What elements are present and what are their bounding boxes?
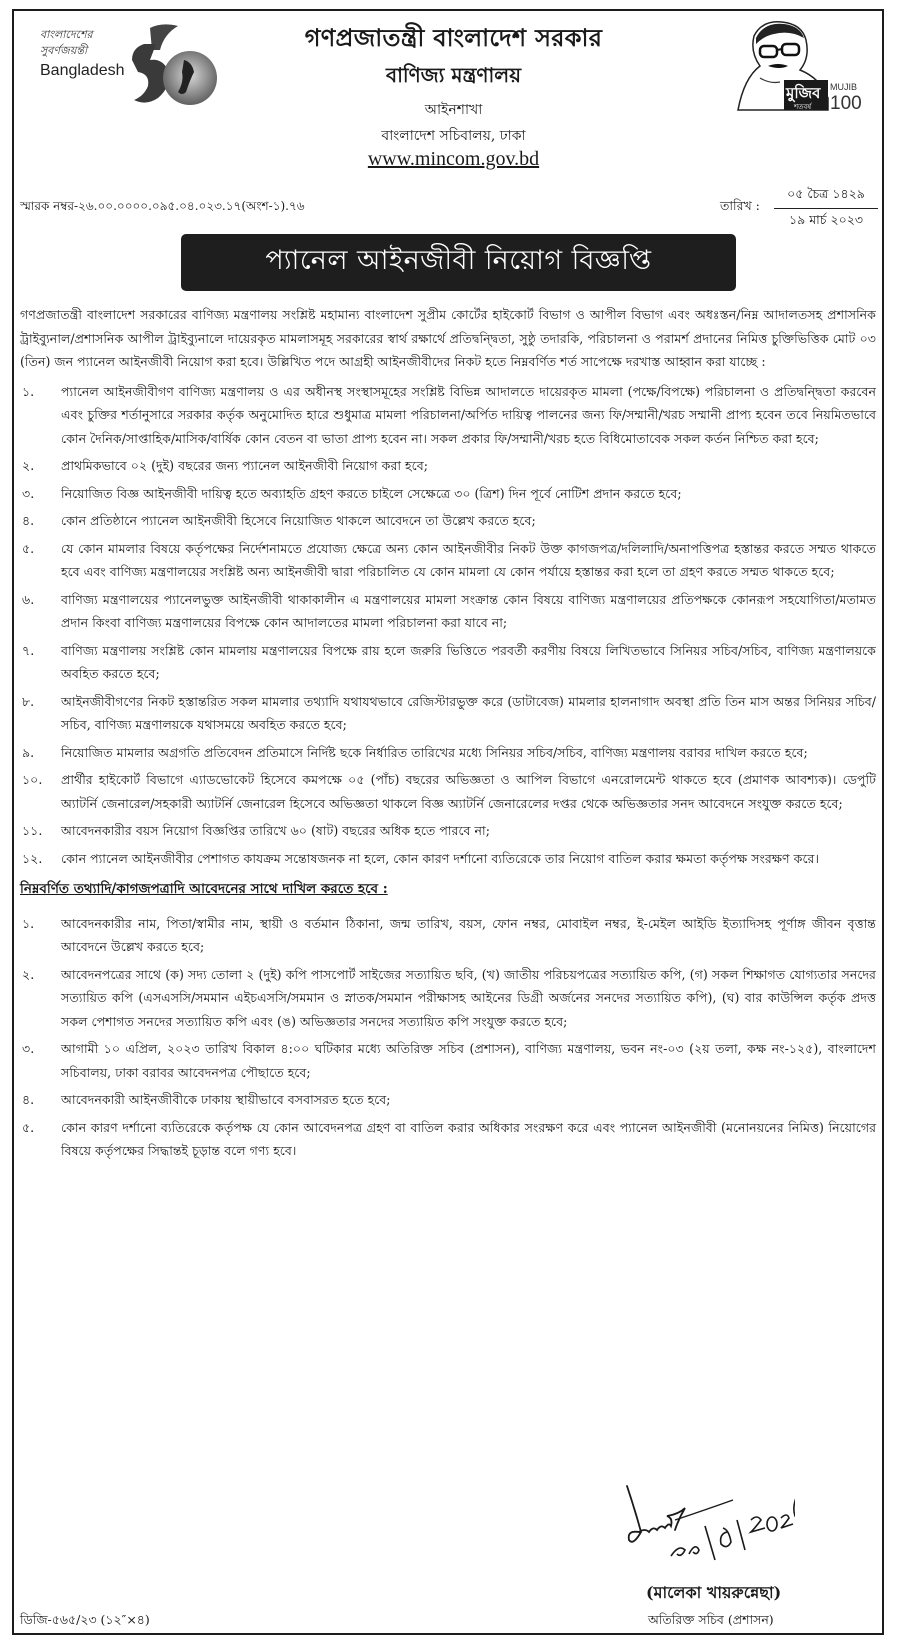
signatory-designation: অতিরিক্ত সচিব (প্রশাসন) bbox=[648, 1612, 774, 1627]
item-number: ৯. bbox=[22, 744, 35, 760]
item-number: ১২. bbox=[22, 850, 43, 866]
item-number: ৩. bbox=[22, 1041, 35, 1056]
item-number: ২. bbox=[22, 966, 35, 982]
intro-paragraph: গণপ্রজাতন্ত্রী বাংলাদেশ সরকারের বাণিজ্য মন্ত্রণালয় সংশ্লিষ্ট মহামান্য বাংলাদেশ সুপ্রীম কোর্টের হাইকোর্ট বিভাগ ও আপীল বিভাগ এবং অধঃস্তন/নিম্ন আদালতসহ প্রশাসনিক ট্রাইব্যুনাল/প্রশাসনিক আপীল ট্রাইব্যুনালে দায়েরকৃত মামলাসমূহ সরকারের স্বার্থ রক্ষার্থে প্রতিদ্বন্দ্বিতা, সুষ্ঠু তদারকি, পরিচালনা ও পরামর্শ প্রদানের নিমিত্ত চুক্তিভিত্তিক মোট ০৩ (তিন) জন প্যানেল আইনজীবী নিয়োগ করা হবে। উল্লিখিত পদে আগ্রহী আইনজীবীদের নিকট হতে নিম্নবর্ণিত শর্ত সাপেক্ষে দরখাস্ত আহ্বান করা যাচ্ছে : bbox=[20, 307, 876, 369]
item-text: কোন প্যানেল আইনজীবীর পেশাগত কাযক্রম সন্তোষজনক না হলে, কোন কারণ দর্শানো ব্যতিরেকে তার নিয়োগ বাতিল করার ক্ষমতা কর্তৃপক্ষ সংরক্ষণ করে। bbox=[61, 850, 819, 866]
notice-title: প্যানেল আইনজীবী নিয়োগ বিজ্ঞপ্তি bbox=[265, 245, 652, 276]
item-text: আবেদনকারী আইনজীবীকে ঢাকায় স্থায়ীভাবে বসবাসরত হতে হবে; bbox=[61, 1092, 391, 1107]
date-label: তারিখ : bbox=[720, 198, 760, 213]
item-text: নিয়োজিত বিজ্ঞ আইনজীবী দায়িত্ব হতে অব্যাহতি গ্রহণ করতে চাইলে সেক্ষেত্রে ৩০ (ত্রিশ) দিন পূর্বে নোটিশ প্রদান করতে হবে; bbox=[61, 485, 682, 501]
date-english: ১৯ মার্চ ২০২৩ bbox=[789, 212, 863, 227]
item-text: বাণিজ্য মন্ত্রণালয় সংশ্লিষ্ট কোন মামলায় মন্ত্রণালয়ের বিপক্ষে রায় হলে জরুরি ভিত্তিতে পরবর্তী করণীয় বিষয়ে লিখিতভাবে সিনিয়র সচিব/সচিব, বাণিজ্য মন্ত্রণালয়কে অবহিত করতে হবে; bbox=[61, 642, 876, 681]
item-text: আবেদনপত্রের সাথে (ক) সদ্য তোলা ২ (দুই) কপি পাসপোর্ট সাইজের সত্যায়িত ছবি, (খ) জাতীয় পরিচয়পত্রের সত্যায়িত কপি, (গ) সকল শিক্ষাগত যোগ্যতার সনদের সত্যায়িত কপি (এসএসসি/সমমান এইচএসসি/সমমান ও স্নাতক/সমমান পরীক্ষাসহ আইনের ডিগ্রী অর্জনের সনদের সত্যায়িত কপি), (ঘ) বার কাউন্সিল কর্তৃক প্রদত্ত সকল পেশাগত সনদের সত্যায়িত কপি এবং (ঙ) অভিজ্ঞতার সনদের সত্যায়িত কপি সংযুক্ত করতে হবে; bbox=[61, 966, 876, 1029]
document-item bbox=[20, 1088, 876, 1112]
item-number: ১১. bbox=[22, 823, 43, 838]
footer-code: ডিজি-৫৬৫/২৩ (১২″×৪) bbox=[20, 1612, 150, 1627]
item-number: ৪. bbox=[22, 513, 35, 528]
document-item bbox=[20, 1116, 876, 1163]
item-text: প্রাথমিকভাবে ০২ (দুই) বছরের জন্য প্যানেল আইনজীবী নিয়োগ করা হবে; bbox=[61, 458, 428, 473]
item-number: ১. bbox=[22, 383, 35, 399]
logo-text-line2: সুবর্ণজয়ন্তী bbox=[40, 44, 88, 57]
document-item bbox=[20, 1037, 876, 1084]
item-number: ৫. bbox=[22, 540, 35, 556]
document-item bbox=[20, 912, 876, 959]
date-bangla: ০৫ চৈত্র ১৪২৯ bbox=[774, 186, 878, 209]
logo-text-line1: বাংলাদেশের bbox=[40, 28, 93, 41]
condition-item bbox=[20, 639, 876, 686]
government-name: গণপ্রজাতন্ত্রী বাংলাদেশ সরকার bbox=[304, 23, 603, 52]
item-text: প্রার্থীর হাইকোর্ট বিভাগে এ্যাডভোকেট হিসেবে কমপক্ষে ০৫ (পাঁচ) বছরের অভিজ্ঞতা ও আপিল বিভাগে এনরোলমেন্ট থাকতে হবে (প্রমাণক আবশ্যক)। ডেপুটি অ্যাটর্নি জেনারেল/সহকারী অ্যাটর্নি জেনারেল হিসেবে অভিজ্ঞতা থাকলে বিজ্ঞ অ্যাটর্নি জেনারেলের দপ্তর থেকে অভিজ্ঞতার সনদ আবেদনে সংযুক্ত করতে হবে; bbox=[61, 772, 876, 811]
date-fraction bbox=[774, 186, 878, 232]
item-text: যে কোন মামলার বিষয়ে কর্তৃপক্ষের নির্দেশনামতে প্রযোজ্য ক্ষেত্রে অন্য কোন আইনজীবীর নিকট উক্ত কাগজপত্র/দলিলাদি/অনাপত্তিপত্র হস্তান্তর করতে সম্মত থাকতে হবে এবং বাণিজ্য মন্ত্রণালয়ের সংশ্লিষ্ট অন্য আইনজীবী দ্বারা পরিচালিত যে কোন মামলা যে কোন পর্যায়ে হস্তান্তর করা হলে তা গ্রহণ করতে সম্মত থাকতে হবে; bbox=[61, 540, 876, 579]
svg-text:100: 100 bbox=[830, 93, 862, 113]
condition-item bbox=[20, 690, 876, 737]
office-location: বাংলাদেশ সচিবালয়, ঢাকা bbox=[381, 128, 526, 144]
notice-title-banner bbox=[181, 234, 736, 291]
item-text: আবেদনকারীর নাম, পিতা/স্বামীর নাম, স্থায়ী ও বর্তমান ঠিকানা, জন্ম তারিখ, বয়স, ফোন নম্বর, মোবাইল নম্বর, ই-মেইল আইডি ইত্যাদিসহ পূর্ণাঙ্গ জীবন বৃত্তান্ত আবেদনে উল্লেখ করতে হবে; bbox=[61, 915, 876, 954]
item-number: ১. bbox=[22, 915, 35, 931]
item-number: ৩. bbox=[22, 485, 35, 501]
item-number: ৬. bbox=[22, 591, 35, 607]
item-text: প্যানেল আইনজীবীগণ বাণিজ্য মন্ত্রণালয় ও এর অধীনস্থ সংস্থাসমূহের সংশ্লিষ্ট বিভিন্ন আদালতে দায়েরকৃত মামলা (পক্ষে/বিপক্ষে) পরিচালনা ও প্রতিদ্বন্দ্বিতা করবেন এবং চুক্তির শর্তানুসারে সরকার কর্তৃক অনুমোদিত হারে শুধুমাত্র মামলা পরিচালনা/অর্পিত দায়িত্ব পালনের জন্য ফি/সম্মানী/খরচ সম্মানী প্রাপ্য হবেন তবে নিয়মিতভাবে কোন দৈনিক/সাপ্তাহিক/মাসিক/বার্ষিক কোন বেতন বা ভাতা প্রাপ্য হবেন না। সকল প্রকার ফি/সম্মানী/খরচ হতে বিধিমোতাবেক সকল কর্তন নিশ্চিত করা হবে; bbox=[61, 383, 876, 446]
website-link[interactable]: www.mincom.gov.bd bbox=[367, 148, 540, 170]
handwritten-signature-icon bbox=[605, 1470, 795, 1570]
logo-text-bangladesh: Bangladesh bbox=[40, 62, 125, 79]
item-text: আগামী ১০ এপ্রিল, ২০২৩ তারিখ বিকাল ৪:০০ ঘটিকার মধ্যে অতিরিক্ত সচিব (প্রশাসন), বাণিজ্য মন্ত্রণালয়, ভবন নং-০৩ (২য় তলা, কক্ষ নং-১২৫), বাংলাদেশ সচিবালয়, ঢাকা বরাবর আবেদনপত্র পৌছাতে হবে; bbox=[61, 1041, 876, 1080]
item-number: ৪. bbox=[22, 1092, 35, 1107]
item-number: ৫. bbox=[22, 1119, 35, 1135]
svg-text:মুজিব: মুজিব bbox=[786, 84, 821, 102]
item-text: নিয়োজিত মামলার অগ্রগতি প্রতিবেদন প্রতিমাসে নির্দিষ্ট ছকে নির্ধারিত তারিখের মধ্যে সিনিয়র সচিব/সচিব, বাণিজ্য মন্ত্রণালয় বরাবর দাখিল করতে হবে; bbox=[61, 744, 808, 760]
condition-item bbox=[20, 847, 876, 871]
signatory-name: (মালেকা খায়রুন্নেছা) bbox=[646, 1583, 782, 1602]
conditions-list bbox=[20, 380, 876, 871]
item-text: বাণিজ্য মন্ত্রণালয়ের প্যানেলভুক্ত আইনজীবী থাকাকালীন এ মন্ত্রণালয়ের মামলা সংক্রান্ত কোন বিষয়ে বাণিজ্য মন্ত্রণালয়ের প্রতিপক্ষকে কোনরূপ সহযোগিতা/মতামত প্রদান কিংবা বাণিজ্য মন্ত্রণালয়ের বিপক্ষে কোন আদালতের মামলা পরিচালনা করা যাবে না; bbox=[61, 591, 876, 630]
documents-section-title: নিম্নবর্ণিত তথ্যাদি/কাগজপত্রাদি আবেদনের সাথে দাখিল করতে হবে : bbox=[20, 881, 388, 897]
item-text: কোন কারণ দর্শানো ব্যতিরেকে কর্তৃপক্ষ যে কোন আবেদনপত্র গ্রহণ বা বাতিল করার অধিকার সংরক্ষণ করে এবং প্যানেল আইনজীবী (মনোনয়নের নিমিত্ত) নিয়োগের বিষয়ে কর্তৃপক্ষের সিদ্ধান্তই চূড়ান্ত বলে গণ্য হবে। bbox=[61, 1119, 876, 1158]
documents-list bbox=[20, 912, 876, 1163]
condition-item bbox=[20, 509, 876, 533]
item-number: ২. bbox=[22, 458, 35, 473]
item-number: ৭. bbox=[22, 642, 35, 658]
item-number: ১০. bbox=[22, 772, 43, 787]
wing-name: আইনশাখা bbox=[424, 102, 483, 118]
condition-item bbox=[20, 482, 876, 506]
memo-number: স্মারক নম্বর-২৬.০০.০০০০.০৯৫.০৪.০২৩.১৭(অংশ-১).৭৬ bbox=[20, 199, 305, 213]
svg-text:শতবর্ষ: শতবর্ষ bbox=[794, 103, 812, 111]
condition-item bbox=[20, 454, 876, 478]
condition-item bbox=[20, 768, 876, 815]
website-line bbox=[0, 148, 907, 171]
item-text: আবেদনকারীর বয়স নিয়োগ বিজ্ঞপ্তির তারিখে ৬০ (ষাট) বছরের অধিক হতে পারবে না; bbox=[61, 823, 490, 838]
item-number: ৮. bbox=[22, 693, 35, 709]
item-text: আইনজীবীগণের নিকট হস্তান্তরিত সকল মামলার তথ্যাদি যথাযথভাবে রেজিস্টারভুক্ত করে (ডাটাবেজ) মামলার হালনাগাদ অবস্থা প্রতি তিন মাস অন্তর সিনিয়র সচিব/সচিব, বাণিজ্য মন্ত্রণালয়কে যথাসময়ে অবহিত করতে হবে; bbox=[61, 693, 876, 732]
condition-item bbox=[20, 588, 876, 635]
mujib-en-text: MUJIB bbox=[830, 82, 857, 92]
document-item bbox=[20, 963, 876, 1034]
condition-item bbox=[20, 741, 876, 765]
ministry-name: বাণিজ্য মন্ত্রণালয় bbox=[386, 63, 521, 87]
condition-item bbox=[20, 537, 876, 584]
notice-body bbox=[20, 303, 876, 1167]
item-text: কোন প্রতিষ্ঠানে প্যানেল আইনজীবী হিসেবে নিয়োজিত থাকলে আবেদনে তা উল্লেখ করতে হবে; bbox=[61, 513, 536, 528]
condition-item bbox=[20, 380, 876, 451]
condition-item bbox=[20, 819, 876, 843]
